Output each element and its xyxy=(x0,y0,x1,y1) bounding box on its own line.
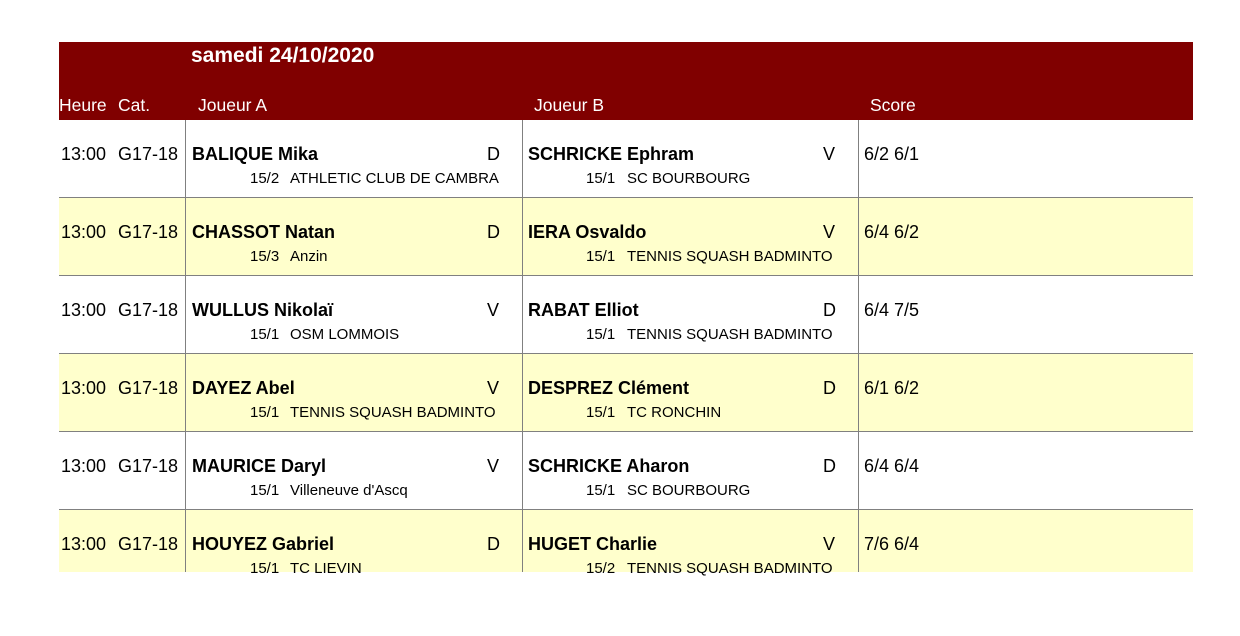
player-b-rank: 15/1 xyxy=(586,248,616,265)
heure-cell: 13:00 xyxy=(61,378,107,398)
player-b-rank: 15/1 xyxy=(586,326,616,343)
heure-cell: 13:00 xyxy=(61,534,107,554)
player-a-name: MAURICE Daryl xyxy=(192,456,327,476)
player-b-result: D xyxy=(823,300,836,320)
player-a-club: TENNIS SQUASH BADMINTO xyxy=(290,404,496,421)
heure-cell: 13:00 xyxy=(61,222,107,242)
player-a-result: V xyxy=(487,456,500,476)
col-header-joueur-b: Joueur B xyxy=(534,95,605,115)
player-b-club: SC BOURBOURG xyxy=(627,482,751,499)
player-b-rank: 15/2 xyxy=(586,560,616,577)
player-a-result: D xyxy=(487,534,500,554)
player-b-rank: 15/1 xyxy=(586,404,616,421)
player-b-name: RABAT Elliot xyxy=(528,300,639,320)
player-a-club: Villeneuve d'Ascq xyxy=(290,482,408,499)
player-b-rank: 15/1 xyxy=(586,170,616,187)
player-a-name: WULLUS Nikolaï xyxy=(192,300,334,320)
cat-cell: G17-18 xyxy=(118,534,179,554)
table-row xyxy=(59,354,1193,432)
player-a-club: OSM LOMMOIS xyxy=(290,326,400,343)
player-a-club: TC LIEVIN xyxy=(290,560,362,577)
cat-cell: G17-18 xyxy=(118,300,179,320)
score-cell: 6/4 6/2 xyxy=(864,222,920,242)
player-a-result: D xyxy=(487,222,500,242)
player-b-club: SC BOURBOURG xyxy=(627,170,751,187)
table-row xyxy=(59,120,1193,198)
cat-cell: G17-18 xyxy=(118,456,179,476)
header-band xyxy=(59,42,1193,120)
table-row xyxy=(59,510,1193,577)
cat-cell: G17-18 xyxy=(118,378,179,398)
player-a-rank: 15/1 xyxy=(250,326,280,343)
score-cell: 7/6 6/4 xyxy=(864,534,920,554)
heure-cell: 13:00 xyxy=(61,144,107,164)
heure-cell: 13:00 xyxy=(61,456,107,476)
score-cell: 6/1 6/2 xyxy=(864,378,920,398)
player-a-rank: 15/1 xyxy=(250,560,280,577)
table-row xyxy=(59,276,1193,354)
player-b-name: SCHRICKE Ephram xyxy=(528,144,695,164)
player-b-club: TENNIS SQUASH BADMINTO xyxy=(627,560,833,577)
score-cell: 6/2 6/1 xyxy=(864,144,920,164)
player-a-rank: 15/3 xyxy=(250,248,280,265)
player-a-rank: 15/1 xyxy=(250,404,280,421)
player-a-name: BALIQUE Mika xyxy=(192,144,319,164)
player-b-club: TENNIS SQUASH BADMINTO xyxy=(627,248,833,265)
score-cell: 6/4 6/4 xyxy=(864,456,920,476)
player-a-club: ATHLETIC CLUB DE CAMBRA xyxy=(290,170,499,187)
cat-cell: G17-18 xyxy=(118,144,179,164)
player-a-rank: 15/1 xyxy=(250,482,280,499)
player-b-name: DESPREZ Clément xyxy=(528,378,690,398)
player-b-result: V xyxy=(823,534,836,554)
player-b-club: TENNIS SQUASH BADMINTO xyxy=(627,326,833,343)
player-b-name: IERA Osvaldo xyxy=(528,222,647,242)
col-header-score: Score xyxy=(870,95,916,115)
page-title: samedi 24/10/2020 xyxy=(191,44,375,67)
results-sheet xyxy=(59,42,1193,577)
heure-cell: 13:00 xyxy=(61,300,107,320)
player-a-name: HOUYEZ Gabriel xyxy=(192,534,335,554)
col-header-heure: Heure xyxy=(59,95,107,115)
player-b-result: V xyxy=(823,144,836,164)
col-header-cat: Cat. xyxy=(118,95,151,115)
table-row xyxy=(59,198,1193,276)
player-a-result: V xyxy=(487,378,500,398)
player-b-name: HUGET Charlie xyxy=(528,534,658,554)
cat-cell: G17-18 xyxy=(118,222,179,242)
player-b-name: SCHRICKE Aharon xyxy=(528,456,690,476)
table-row xyxy=(59,432,1193,510)
col-header-joueur-a: Joueur A xyxy=(198,95,268,115)
player-a-name: CHASSOT Natan xyxy=(192,222,336,242)
player-a-rank: 15/2 xyxy=(250,170,280,187)
player-b-club: TC RONCHIN xyxy=(627,404,722,421)
player-b-result: D xyxy=(823,456,836,476)
player-b-result: V xyxy=(823,222,836,242)
player-b-result: D xyxy=(823,378,836,398)
score-cell: 6/4 7/5 xyxy=(864,300,920,320)
player-b-rank: 15/1 xyxy=(586,482,616,499)
player-a-club: Anzin xyxy=(290,248,328,265)
player-a-result: D xyxy=(487,144,500,164)
player-a-result: V xyxy=(487,300,500,320)
player-a-name: DAYEZ Abel xyxy=(192,378,295,398)
